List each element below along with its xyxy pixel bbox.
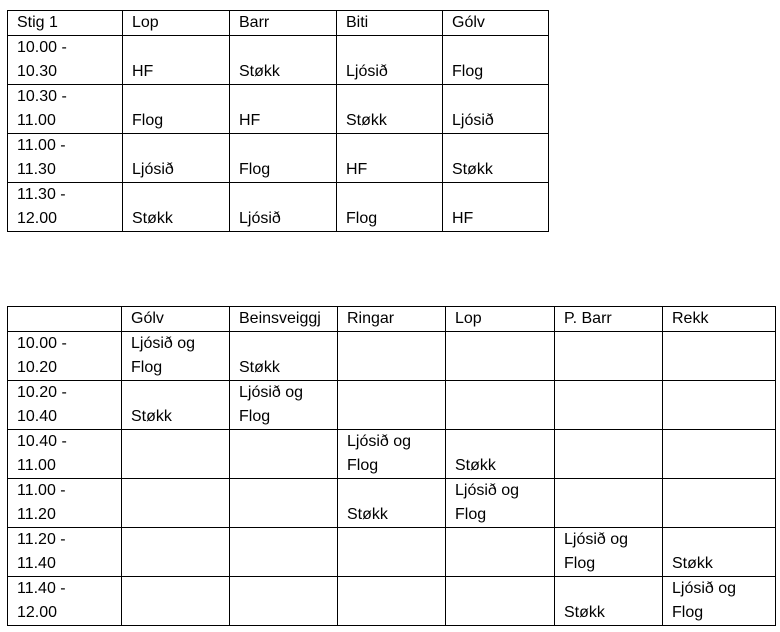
table2-header-cell: Beinsveiggj [230, 307, 338, 332]
table-cell: Flog [230, 134, 337, 183]
table-cell [446, 381, 555, 430]
table2-header-row [8, 307, 776, 332]
table-cell [230, 577, 338, 626]
time-slot-cell: 10.40 - 11.00 [8, 430, 122, 479]
table2-header-cell: Ringar [338, 307, 446, 332]
table-row [8, 134, 549, 183]
time-slot-cell: 11.00 - 11.30 [8, 134, 123, 183]
time-slot-cell: 10.00 - 10.20 [8, 332, 122, 381]
table1-header-cell: Gólv [443, 11, 549, 36]
table1-header-cell: Lop [123, 11, 230, 36]
table-cell: Ljósið og Flog [338, 430, 446, 479]
table-cell [663, 381, 776, 430]
table1-header-cell: Stig 1 [8, 11, 123, 36]
table1-body [8, 11, 549, 232]
schedule-table-apparatus [7, 306, 776, 626]
time-slot-cell: 11.30 - 12.00 [8, 183, 123, 232]
table-cell [555, 332, 663, 381]
table2-header-cell: Rekk [663, 307, 776, 332]
table-cell: HF [443, 183, 549, 232]
table-cell: Ljósið og Flog [555, 528, 663, 577]
table2-header-cell: Lop [446, 307, 555, 332]
table-row [8, 85, 549, 134]
table-cell: Støkk [555, 577, 663, 626]
time-slot-cell: 11.00 - 11.20 [8, 479, 122, 528]
time-slot-cell: 10.00 - 10.30 [8, 36, 123, 85]
table-cell [663, 479, 776, 528]
table-cell: HF [123, 36, 230, 85]
table-row [8, 479, 776, 528]
table-cell: Støkk [123, 183, 230, 232]
table-cell: Flog [443, 36, 549, 85]
table-cell [230, 479, 338, 528]
table-cell [663, 430, 776, 479]
table2-body [8, 307, 776, 626]
table-cell: Ljósið og Flog [230, 381, 338, 430]
table-row [8, 36, 549, 85]
table-cell: Ljósið og Flog [446, 479, 555, 528]
table-cell [122, 577, 230, 626]
table-cell: Støkk [663, 528, 776, 577]
table-row [8, 430, 776, 479]
table2-header-cell: P. Barr [555, 307, 663, 332]
table-cell: Ljósið [443, 85, 549, 134]
table-cell [338, 577, 446, 626]
table-cell: HF [337, 134, 443, 183]
table-cell: Støkk [446, 430, 555, 479]
table-row [8, 577, 776, 626]
time-slot-cell: 10.30 - 11.00 [8, 85, 123, 134]
table-cell [555, 479, 663, 528]
table-cell [230, 430, 338, 479]
table-cell [555, 430, 663, 479]
table-cell [338, 381, 446, 430]
table1-header-cell: Biti [337, 11, 443, 36]
table1-header-row [8, 11, 549, 36]
time-slot-cell: 10.20 - 10.40 [8, 381, 122, 430]
table-cell: Ljósið [337, 36, 443, 85]
table-cell: Støkk [338, 479, 446, 528]
table-cell: Støkk [122, 381, 230, 430]
schedule-table-stig-1 [7, 10, 549, 232]
table-cell: Ljósið og Flog [122, 332, 230, 381]
table-cell: Støkk [443, 134, 549, 183]
time-slot-cell: 11.40 - 12.00 [8, 577, 122, 626]
table-cell [663, 332, 776, 381]
table-cell: Støkk [230, 36, 337, 85]
table-cell [555, 381, 663, 430]
table-cell [446, 577, 555, 626]
table-row [8, 332, 776, 381]
table-cell [446, 528, 555, 577]
table-cell [338, 528, 446, 577]
table-cell: Ljósið og Flog [663, 577, 776, 626]
table1-header-cell: Barr [230, 11, 337, 36]
table-cell [446, 332, 555, 381]
table-cell [122, 430, 230, 479]
table2-header-cell: Gólv [122, 307, 230, 332]
table-cell: Støkk [230, 332, 338, 381]
table-cell [338, 332, 446, 381]
time-slot-cell: 11.20 - 11.40 [8, 528, 122, 577]
table-cell: Flog [123, 85, 230, 134]
table-cell: HF [230, 85, 337, 134]
table-row [8, 528, 776, 577]
table-cell: Ljósið [230, 183, 337, 232]
table-cell: Støkk [337, 85, 443, 134]
table-cell [230, 528, 338, 577]
table-cell: Flog [337, 183, 443, 232]
table-cell [122, 479, 230, 528]
table-row [8, 183, 549, 232]
table-cell [122, 528, 230, 577]
table2-header-cell [8, 307, 122, 332]
table-cell: Ljósið [123, 134, 230, 183]
table-row [8, 381, 776, 430]
